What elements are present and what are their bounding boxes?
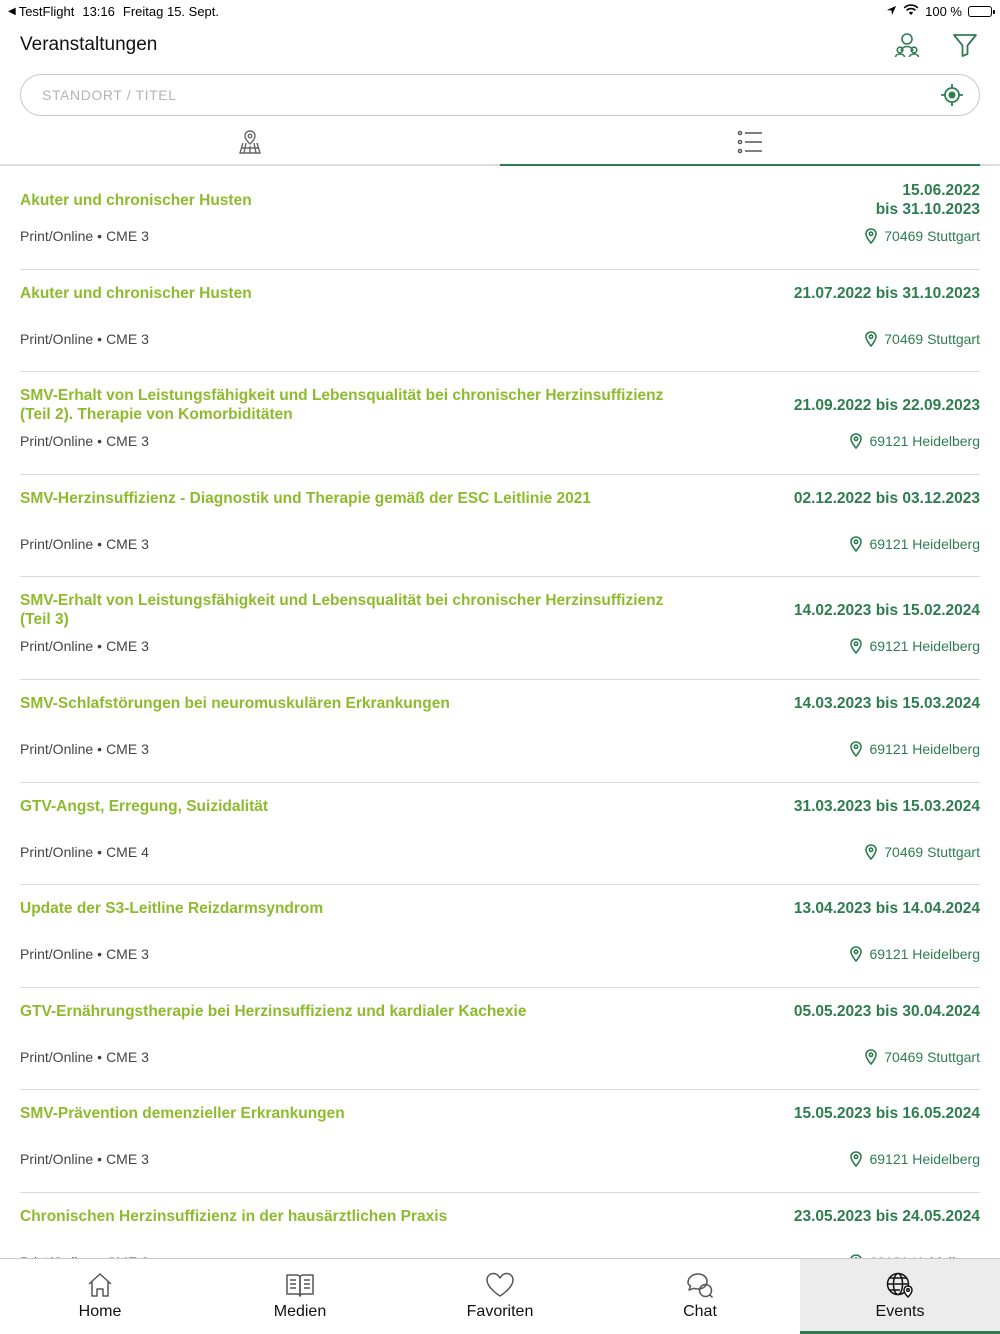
event-format: Print/Online: [20, 638, 94, 655]
tab-list-view[interactable]: [500, 120, 1000, 164]
view-tabs: [0, 120, 1000, 166]
event-meta: [20, 1151, 149, 1167]
event-meta: [20, 433, 149, 449]
event-date-to: bis 31.10.2023: [875, 201, 980, 218]
event-location-label: 69121 Heidelberg: [869, 740, 980, 757]
event-format: Print/Online: [20, 330, 94, 347]
event-cme: CME 3: [106, 638, 149, 655]
location-pin-icon: [850, 946, 862, 962]
event-list-item[interactable]: [20, 577, 980, 680]
event-meta: [20, 638, 149, 654]
event-title[interactable]: SMV-Erhalt von Leistungsfähigkeit und Lebensqualität bei chronischer Herzinsuffizienz (Teil 2). Therapie von Komorbiditäten: [20, 387, 664, 424]
event-cme: CME 3: [106, 1151, 149, 1168]
location-pin-icon: [850, 536, 862, 552]
event-cme: CME 3: [106, 330, 149, 347]
location-pin-icon: [850, 1151, 862, 1167]
event-meta: [20, 536, 149, 552]
event-location-label: 69121 Heidelberg: [869, 638, 980, 655]
event-cme: CME 3: [106, 228, 149, 244]
event-format: Print/Online: [20, 535, 94, 552]
event-meta: [20, 741, 149, 757]
event-date-range: [794, 1104, 980, 1123]
heart-icon: [485, 1271, 515, 1299]
event-title[interactable]: SMV-Prävention demenzieller Erkrankungen: [20, 1105, 345, 1123]
event-date-range: [794, 899, 980, 918]
event-title[interactable]: Akuter und chronischer Husten: [20, 284, 252, 302]
tab-map-view[interactable]: [0, 120, 500, 164]
event-cme: CME 4: [106, 843, 149, 860]
tab-favoriten[interactable]: [400, 1259, 600, 1334]
back-arrow-icon: ◀: [8, 5, 16, 17]
battery-icon: [968, 6, 992, 17]
event-list-item[interactable]: [20, 372, 980, 475]
location-pin-icon: [865, 844, 877, 860]
event-format: Print/Online: [20, 946, 94, 963]
event-date-from: 23.05.2023 bis 24.05.2024: [793, 1207, 980, 1225]
event-date-from: 15.05.2023 bis 16.05.2024: [793, 1105, 980, 1123]
location-pin-icon: [865, 228, 877, 244]
separator-dot: •: [97, 638, 103, 655]
book-icon: [285, 1271, 315, 1299]
tab-chat[interactable]: [600, 1259, 800, 1334]
separator-dot: •: [97, 330, 103, 347]
event-title[interactable]: GTV-Angst, Erregung, Suizidalität: [20, 797, 269, 815]
event-title[interactable]: SMV-Erhalt von Leistungsfähigkeit und Lebensqualität bei chronischer Herzinsuffizienz (Teil 3): [20, 592, 664, 629]
location-arrow-icon: [886, 4, 897, 19]
event-meta: [20, 946, 149, 962]
page-title: Veranstaltungen: [20, 34, 158, 55]
event-title[interactable]: SMV-Schlafstörungen bei neuromuskulären Erkrankungen: [20, 694, 450, 712]
separator-dot: •: [97, 535, 103, 552]
event-date-from: 31.03.2023 bis 15.03.2024: [793, 797, 980, 815]
location-pin-icon: [850, 741, 862, 757]
event-date-from: 15.06.2022: [902, 182, 980, 199]
globe-pin-icon: [885, 1271, 915, 1299]
event-format: Print/Online: [20, 433, 94, 450]
people-icon: [893, 31, 921, 59]
tab-home-label: Home: [78, 1303, 122, 1320]
list-icon: [737, 129, 763, 155]
event-cme: CME 3: [106, 535, 149, 552]
search-input[interactable]: [42, 87, 939, 103]
separator-dot: •: [97, 1048, 103, 1065]
event-location-label: 69121 Heidelberg: [869, 946, 980, 963]
location-pin-icon: [865, 1049, 877, 1065]
event-date-from: 05.05.2023 bis 30.04.2024: [793, 1002, 980, 1020]
separator-dot: •: [97, 228, 103, 244]
locate-button[interactable]: [939, 82, 965, 108]
event-location: [850, 536, 980, 552]
event-list-item[interactable]: [20, 885, 980, 988]
event-title[interactable]: Chronischen Herzinsuffizienz in der hausärztlichen Praxis: [20, 1207, 448, 1225]
tab-medien-label: Medien: [273, 1303, 327, 1320]
search-bar: [20, 74, 980, 116]
event-list-item[interactable]: [20, 783, 980, 886]
event-date-range: [794, 601, 980, 620]
status-date: Freitag 15. Sept.: [122, 3, 220, 19]
location-pin-icon: [850, 433, 862, 449]
event-date-range: [794, 1002, 980, 1021]
event-list[interactable]: [0, 167, 1000, 1258]
back-to-app-link[interactable]: [8, 4, 74, 19]
event-location-label: 70469 Stuttgart: [884, 1048, 980, 1065]
event-location: [850, 433, 980, 449]
event-list-item[interactable]: [20, 270, 980, 373]
event-list-item[interactable]: [20, 167, 980, 270]
wifi-icon: [903, 4, 919, 19]
event-format: Print/Online: [20, 740, 94, 757]
event-date-range: [794, 396, 980, 415]
event-location-label: 69121 Heidelberg: [869, 433, 980, 450]
event-location-label: 70469 Stuttgart: [884, 843, 980, 860]
tab-home[interactable]: [0, 1259, 200, 1334]
event-date-from: 02.12.2022 bis 03.12.2023: [793, 489, 980, 507]
event-location: [850, 741, 980, 757]
home-icon: [86, 1271, 114, 1299]
event-location-label: 70469 Stuttgart: [884, 330, 980, 347]
people-button[interactable]: [890, 28, 924, 62]
event-date-from: 14.03.2023 bis 15.03.2024: [793, 694, 980, 712]
filter-button[interactable]: [948, 28, 982, 62]
event-list-item[interactable]: [20, 680, 980, 783]
event-date-from: 21.07.2022 bis 31.10.2023: [793, 284, 980, 302]
tab-chat-label: Chat: [683, 1303, 717, 1320]
location-pin-icon: [865, 331, 877, 347]
event-location: [865, 331, 980, 347]
tab-events[interactable]: [800, 1259, 1000, 1334]
event-title[interactable]: Akuter und chronischer Husten: [20, 191, 252, 209]
event-format: Print/Online: [20, 228, 94, 244]
separator-dot: •: [97, 843, 103, 860]
event-location: [865, 228, 980, 244]
event-location: [850, 1151, 980, 1167]
battery-percent: 100 %: [925, 3, 962, 19]
header: [0, 22, 1000, 68]
event-date-range: [876, 181, 980, 219]
map-icon: [237, 129, 263, 155]
event-location-label: 70469 Stuttgart: [884, 228, 980, 244]
crosshair-icon: [940, 83, 964, 107]
event-date-from: 14.02.2023 bis 15.02.2024: [793, 601, 980, 619]
event-meta: [20, 1049, 149, 1065]
event-list-item[interactable]: [20, 475, 980, 578]
event-location-label: 69121 Heidelberg: [869, 1151, 980, 1168]
event-list-item[interactable]: [20, 988, 980, 1091]
event-date-range: [794, 797, 980, 816]
event-format: Print/Online: [20, 843, 94, 860]
separator-dot: •: [97, 946, 103, 963]
event-title[interactable]: GTV-Ernährungstherapie bei Herzinsuffizienz und kardialer Kachexie: [20, 1002, 527, 1020]
event-date-from: 21.09.2022 bis 22.09.2023: [793, 396, 980, 414]
event-location: [850, 946, 980, 962]
location-pin-icon: [850, 638, 862, 654]
tab-events-label: Events: [875, 1303, 925, 1320]
event-location: [865, 844, 980, 860]
status-bar: [0, 0, 1000, 22]
event-date-range: [794, 1207, 980, 1226]
event-format: Print/Online: [20, 1048, 94, 1065]
event-date-from: 13.04.2023 bis 14.04.2024: [793, 900, 980, 918]
separator-dot: •: [97, 740, 103, 757]
event-title[interactable]: SMV-Herzinsuffizienz - Diagnostik und Therapie gemäß der ESC Leitlinie 2021: [20, 489, 592, 507]
filter-icon: [952, 32, 978, 58]
event-date-range: [794, 284, 980, 303]
tab-favoriten-label: Favoriten: [466, 1303, 534, 1320]
event-meta: [20, 331, 149, 347]
event-date-range: [794, 694, 980, 713]
event-date-range: [794, 489, 980, 508]
event-format: Print/Online: [20, 1151, 94, 1168]
event-cme: CME 3: [106, 740, 149, 757]
event-cme: CME 3: [106, 946, 149, 963]
event-location-label: 69121 Heidelberg: [869, 535, 980, 552]
event-title[interactable]: Update der S3-Leitline Reizdarmsyndrom: [20, 900, 324, 918]
event-cme: CME 3: [106, 1048, 149, 1065]
separator-dot: •: [97, 433, 103, 450]
chat-icon: [685, 1271, 715, 1299]
separator-dot: •: [97, 1151, 103, 1168]
event-meta: [20, 228, 149, 244]
tab-bar: [0, 1258, 1000, 1334]
tab-medien[interactable]: [200, 1259, 400, 1334]
status-time: 13:16: [82, 3, 115, 19]
event-list-item[interactable]: [20, 1090, 980, 1193]
event-meta: [20, 844, 149, 860]
event-location: [865, 1049, 980, 1065]
event-location: [850, 638, 980, 654]
event-cme: CME 3: [106, 433, 149, 450]
back-app-label: TestFlight: [18, 3, 75, 19]
